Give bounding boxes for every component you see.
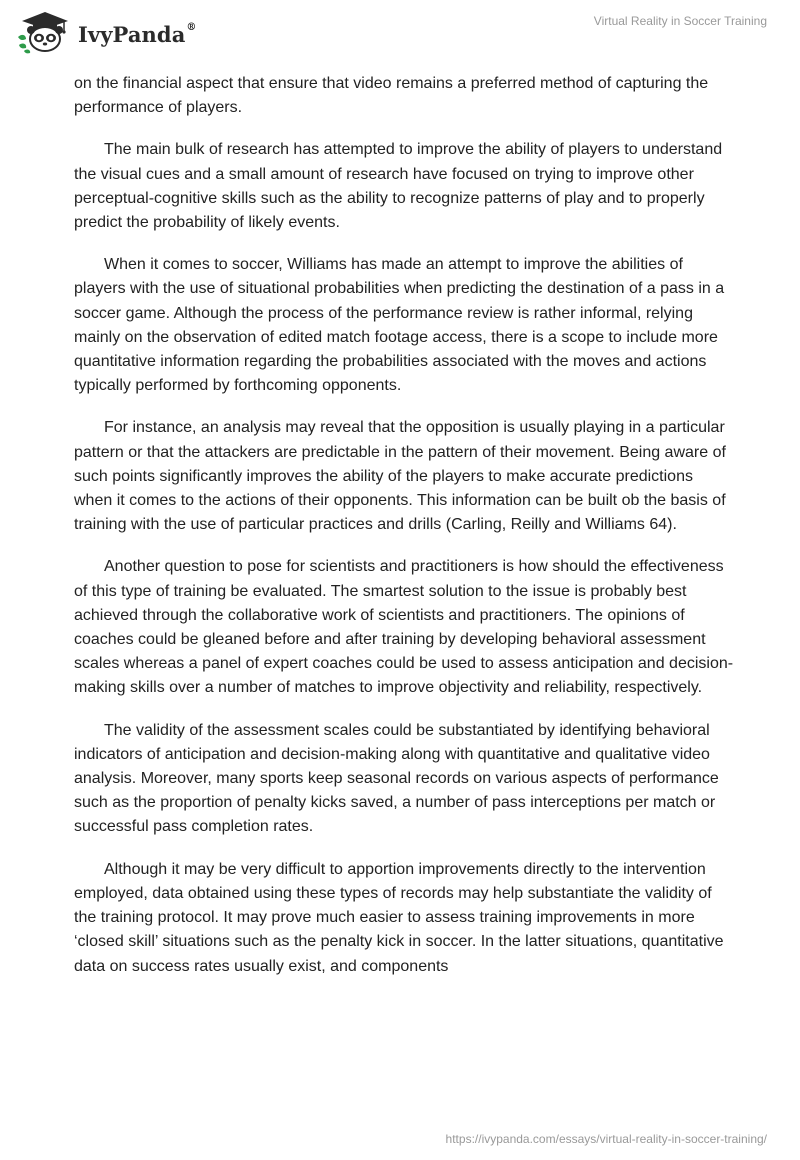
source-url[interactable]: https://ivypanda.com/essays/virtual-reality-in-soccer-training/	[445, 1132, 767, 1146]
ivypanda-logo[interactable]	[14, 8, 197, 56]
panda-graduate-logo-icon	[14, 9, 74, 55]
brand-name: IvyPanda®	[78, 21, 197, 47]
essay-body	[74, 72, 734, 997]
paragraph: The validity of the assessment scales could be substantiated by identifying behavioral indicators of anticipation and decision-making along with quantitative and qualitative video analysis. Moreover, many sports keep seasonal records on various aspects of performance such as the proportion of penalty kicks saved, a number of pass interceptions per match or successful pass completion rates.	[74, 721, 719, 836]
paragraph: Although it may be very difficult to apportion improvements directly to the intervention employed, data obtained using these types of records may help substantiate the validity of the training protocol. It may prove much easier to assess training improvements in more ‘closed skill’ situations such as the penalty kick in soccer. In the latter situations, quantitative data on success rates usually exist, and components	[74, 860, 724, 975]
paragraph: For instance, an analysis may reveal that the opposition is usually playing in a particular pattern or that the attackers are predictable in the pattern of their movement. Being aware of such points significantly improves the ability of the players to make accurate predictions when it comes to the actions of their opponents. This information can be built ob the basis of training with the use of particular practices and drills (Carling, Reilly and Williams 64).	[74, 419, 726, 534]
paragraph: When it comes to soccer, Williams has made an attempt to improve the abilities of players with the use of situational probabilities when predicting the destination of a pass in a soccer game. Although the process of the performance review is rather informal, relying mainly on the observation of edited match footage access, there is a scope to include more quantitative information regarding the probabilities associated with the moves and actions typically performed by forthcoming opponents.	[74, 256, 725, 395]
paragraph: Another question to pose for scientists and practitioners is how should the effectiveness of this type of training be evaluated. The smartest solution to the issue is probably best achieved through the collaborative work of scientists and practitioners. The opinions of coaches could be gleaned before and after training by developing behavioral assessment scales whereas a panel of expert coaches could be used to assess anticipation and decision-making skills over a number of matches to improve objectivity and reliability, respectively.	[74, 558, 734, 697]
paragraph: The main bulk of research has attempted to improve the ability of players to understand the visual cues and a small amount of research have focused on trying to improve other perceptual-cognitive skills such as the ability to recognize patterns of play and to properly predict the probability of likely events.	[74, 141, 723, 232]
paragraph: on the financial aspect that ensure that video remains a preferred method of capturing the performance of players.	[74, 75, 709, 117]
page-header	[0, 0, 800, 60]
document-title: Virtual Reality in Soccer Training	[593, 14, 767, 28]
